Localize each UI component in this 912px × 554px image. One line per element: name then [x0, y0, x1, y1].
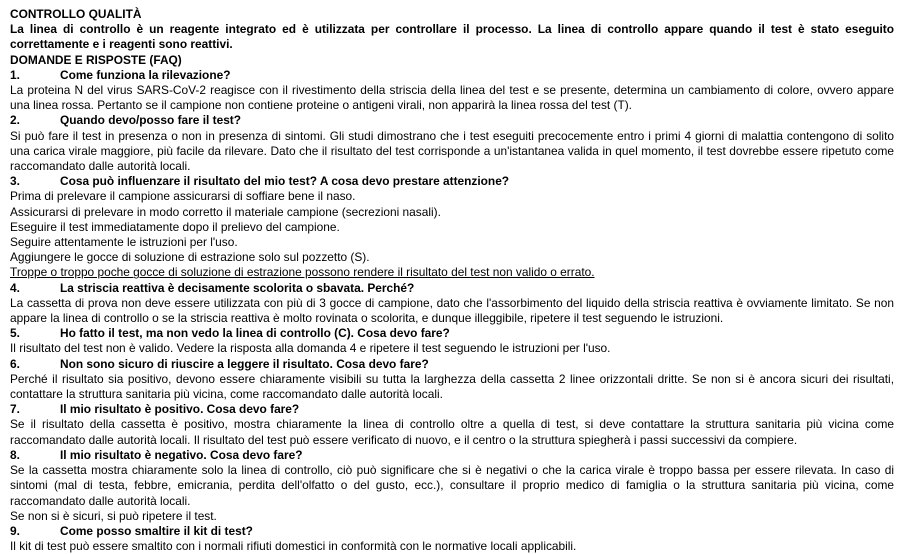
question-title: Il mio risultato è positivo. Cosa devo fare? [60, 402, 300, 417]
answer-2: Si può fare il test in presenza o non in presenza di sintomi. Gli studi dimostrano che i test eseguiti precocemente entro i primi 4 giorni di malattia contengono di solito una carica virale maggiore, più facile da rilevare. Dato che il risultato del test corrisponde a un'istantanea valida in quel momento, il test dovrebbe essere ripetuto come raccomandato dalle autorità locali. [10, 128, 894, 174]
question-7-heading [10, 402, 894, 417]
answer-5: Il risultato del test non è valido. Vedere la risposta alla domanda 4 e ripetere il test seguendo le istruzioni per l'uso. [10, 341, 611, 356]
question-number: 9. [10, 523, 20, 538]
answer-3-line: Eseguire il test immediatamente dopo il prelievo del campione. [10, 219, 340, 234]
answer-8-note: Se non si è sicuri, si può ripetere il test. [10, 508, 217, 523]
answer-7: Se il risultato della cassetta è positivo, mostra chiaramente la linea di controllo oltre a quella di test, si deve contattare la struttura sanitaria più vicina come raccomandato dalle autorità locali. Il risultato del test può essere verificato di nuovo, e il centro o la struttura spiegherà i passi successivi da compiere. [10, 417, 894, 447]
question-6-heading [10, 357, 894, 372]
answer-3-line: Seguire attentamente le istruzioni per l'uso. [10, 235, 238, 250]
question-number: 5. [10, 326, 20, 341]
question-title: Il mio risultato è negativo. Cosa devo fare? [60, 447, 303, 462]
answer-3-line: Assicurarsi di prelevare in modo corretto il materiale campione (secrezioni nasali). [10, 204, 441, 219]
question-title: Ho fatto il test, ma non vedo la linea di controllo (C). Cosa devo fare? [60, 326, 450, 341]
question-4-heading [10, 281, 894, 296]
question-title: Non sono sicuro di riuscire a leggere il risultato. Cosa devo fare? [60, 356, 429, 371]
question-title: La striscia reattiva è decisamente scolorita o sbavata. Perché? [60, 280, 415, 295]
answer-3-warning: Troppe o troppo poche gocce di soluzione di estrazione possono rendere il risultato del test non valido o errato. [10, 265, 595, 280]
question-number: 1. [10, 67, 20, 82]
faq-heading: DOMANDE E RISPOSTE (FAQ) [10, 52, 182, 67]
question-title: Come posso smaltire il kit di test? [60, 523, 253, 538]
question-9-heading [10, 524, 894, 539]
question-3-heading [10, 174, 894, 189]
answer-3-line: Aggiungere le gocce di soluzione di estrazione solo sul pozzetto (S). [10, 250, 370, 265]
document [10, 7, 894, 554]
question-1-heading [10, 68, 894, 83]
question-title: Come funziona la rilevazione? [60, 67, 231, 82]
question-5-heading [10, 326, 894, 341]
quality-heading: CONTROLLO QUALITÀ [10, 7, 142, 21]
answer-8: Se la cassetta mostra chiaramente solo la linea di controllo, ciò può significare che si è negativi o che la carica virale è troppo bassa per essere rilevata. In caso di sintomi (mal di testa, febbre, emicrania, perdita dell'olfatto o del gusto, ecc.), consultare il proprio medico di famiglia o la struttura sanitaria più vicina, come raccomandato dalle autorità locali. [10, 463, 894, 508]
answer-6: Perché il risultato sia positivo, devono essere chiaramente visibili su tutta la larghezza della cassetta 2 linee orizzontali dritte. Se non si è ancora sicuri dei risultati, contattare la struttura sanitaria più vicina, come raccomandato dalle autorità locali. [10, 371, 894, 402]
answer-1: La proteina N del virus SARS-CoV-2 reagisce con il rivestimento della striscia della linea del test e se presente, determina un cambiamento di colore, ovvero appare una linea rossa. Pertanto se il campione non contiene proteine o antigeni virali, non apparirà la linea rossa del test (T). [10, 83, 894, 113]
question-number: 3. [10, 174, 20, 189]
question-number: 4. [10, 280, 20, 295]
question-title: Quando devo/posso fare il test? [60, 113, 242, 128]
answer-9: Il kit di test può essere smaltito con i normali rifiuti domestici in conformità con le normative locali applicabili. [10, 539, 577, 554]
question-2-heading [10, 113, 894, 128]
quality-text: La linea di controllo è un reagente integrato ed è utilizzata per controllare il processo. La linea di controllo appare quando il test è stato eseguito correttamente e i reagenti sono reattivi. [10, 22, 894, 52]
question-number: 7. [10, 402, 20, 417]
question-number: 2. [10, 113, 20, 128]
question-number: 8. [10, 447, 20, 462]
question-title: Cosa può influenzare il risultato del mio test? A cosa devo prestare attenzione? [60, 174, 510, 189]
question-number: 6. [10, 356, 20, 371]
question-8-heading [10, 448, 894, 463]
answer-4: La cassetta di prova non deve essere utilizzata con più di 3 gocce di campione, dato che l'assorbimento del liquido della striscia reattiva è ovviamente limitato. Se non appare la linea di controllo o se la striscia reattiva è molto rovinata o scolorita, e dunque illeggibile, ripetere il test seguendo le istruzioni. [10, 295, 894, 326]
answer-3-line: Prima di prelevare il campione assicurarsi di soffiare bene il naso. [10, 189, 356, 204]
